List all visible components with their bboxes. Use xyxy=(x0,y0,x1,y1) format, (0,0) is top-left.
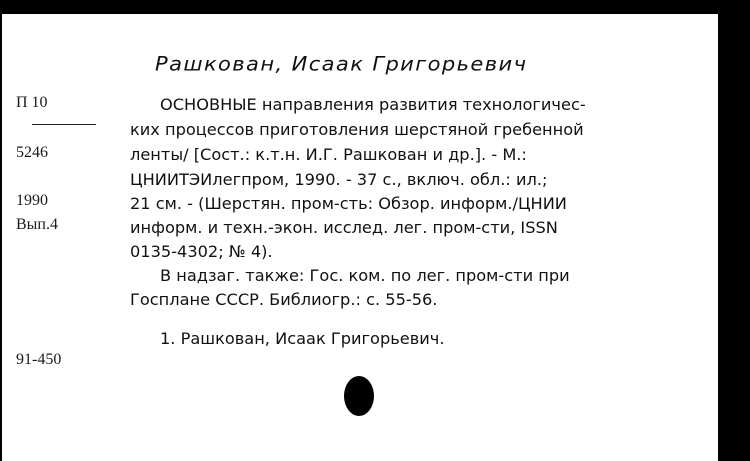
description-line: ЦНИИТЭИлегпром, 1990. - 37 с., включ. обл.: ил.; xyxy=(130,170,548,189)
description-line: ленты/ [Сост.: к.т.н. И.Г. Рашкован и др.]. - М.: xyxy=(130,145,527,164)
shelf-code: 5246 xyxy=(16,144,48,161)
punch-hole xyxy=(344,376,374,416)
description-line: ких процессов приготовления шерстяной гребенной xyxy=(130,120,584,139)
shelf-mark: П 10 xyxy=(16,94,48,111)
description-line: информ. и техн.-экон. исслед. лег. пром-сти, ISSN xyxy=(130,218,558,237)
shelf-mark-rule xyxy=(32,124,96,125)
scan-border xyxy=(718,0,750,461)
description-line: 0135-4302; № 4). xyxy=(130,242,273,261)
note-line: Госплане СССР. Библиогр.: с. 55-56. xyxy=(130,290,438,309)
description-line: ОСНОВНЫЕ направления развития технологичес- xyxy=(160,95,586,114)
tracing-line: 1. Рашкован, Исаак Григорьевич. xyxy=(160,329,445,348)
shelf-issue: Вып.4 xyxy=(16,216,58,233)
shelf-year: 1990 xyxy=(16,192,48,209)
note-line: В надзаг. также: Гос. ком. по лег. пром-сти при xyxy=(160,266,570,285)
handwritten-heading: Рашкован, Исаак Григорьевич xyxy=(155,52,528,76)
description-line: 21 см. - (Шерстян. пром-сть: Обзор. информ./ЦНИИ xyxy=(130,194,567,213)
card-top-strip xyxy=(2,14,718,34)
accession-number: 91-450 xyxy=(16,351,62,368)
